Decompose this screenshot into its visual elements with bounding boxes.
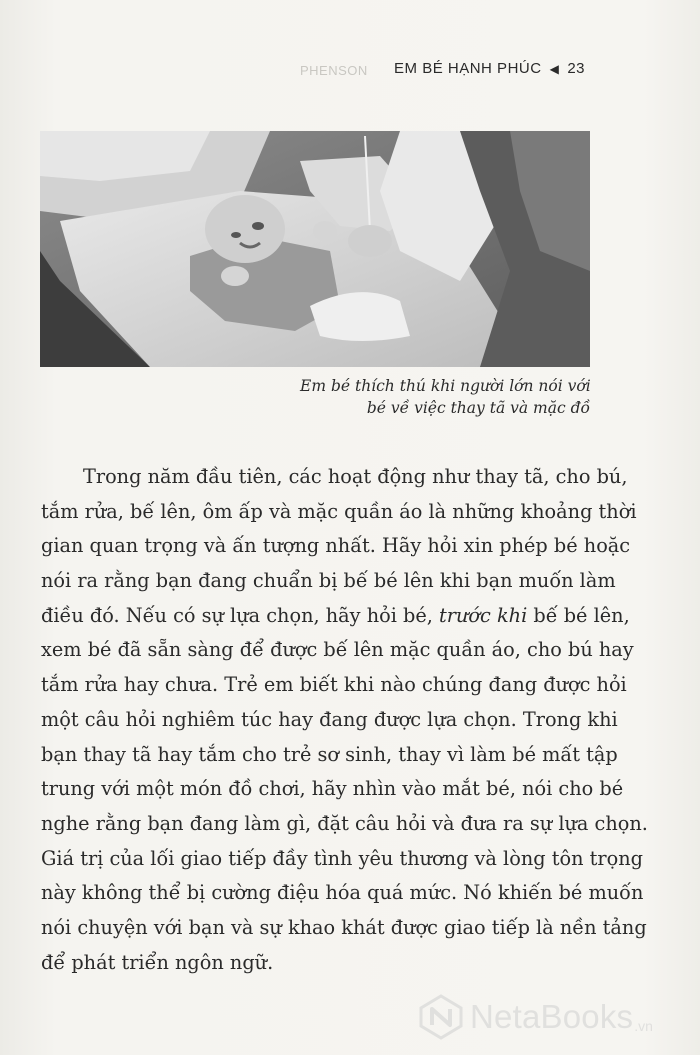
left-triangle-icon: ◀ [549, 62, 560, 76]
text-line: nói chuyện với bạn và sự khao khát được giao tiếp là nền tảng [41, 915, 647, 939]
baby-changing-illustration [40, 131, 590, 367]
header-title-group [394, 60, 585, 77]
text-line-with-italic [41, 599, 630, 634]
caption-line: bé về việc thay tã và mặc đồ [366, 399, 590, 417]
text-line: gian quan trọng và ấn tượng nhất. Hãy hỏi xin phép bé hoặc [41, 534, 631, 558]
text-line: trung với một món đồ chơi, hãy nhìn vào mắt bé, nói cho bé [41, 777, 624, 801]
text-segment: điều đó. Nếu có sự lựa chọn, hãy hỏi bé, [41, 603, 433, 627]
text-line: để phát triển ngôn ngữ. [41, 950, 274, 974]
photo-caption [300, 375, 590, 419]
text-line: nghe rằng bạn đang làm gì, đặt câu hỏi và đưa ra sự lựa chọn. [41, 811, 648, 835]
text-line: tắm rửa hay chưa. Trẻ em biết khi nào chúng đang được hỏi [41, 673, 627, 697]
netabooks-watermark [418, 992, 688, 1042]
watermark-suffix: .vn [634, 1018, 653, 1034]
watermark-brand: NetaBooks [470, 998, 634, 1035]
text-line: tắm rửa, bế lên, ôm ấp và mặc quần áo là những khoảng thời [41, 499, 637, 523]
text-line: một câu hỏi nghiêm túc hay đang được lựa chọn. Trong khi [41, 707, 618, 731]
bleed-through-author: PHENSON [300, 63, 368, 78]
text-segment: bế bé lên, [527, 603, 630, 627]
text-line: xem bé đã sẵn sàng để được bế lên mặc quần áo, cho bú hay [41, 638, 634, 662]
text-line: Giá trị của lối giao tiếp đầy tình yêu thương và lòng tôn trọng [41, 846, 643, 870]
italic-emphasis: trước khi [439, 603, 528, 627]
text-line: Trong năm đầu tiên, các hoạt động như thay tã, cho bú, [83, 465, 628, 488]
book-title: EM BÉ HẠNH PHÚC [394, 60, 542, 77]
caption-line: Em bé thích thú khi người lớn nói với [300, 377, 591, 395]
netabooks-logo-icon [418, 994, 464, 1040]
text-line: nói ra rằng bạn đang chuẩn bị bế bé lên khi bạn muốn làm [41, 569, 616, 593]
body-paragraph [41, 460, 648, 980]
text-line: bạn thay tã hay tắm cho trẻ sơ sinh, thay vì làm bé mất tập [41, 742, 618, 766]
page-number: 23 [567, 60, 585, 77]
baby-photo [40, 131, 590, 367]
text-line: này không thể bị cường điệu hóa quá mức. Nó khiến bé muốn [41, 881, 644, 905]
